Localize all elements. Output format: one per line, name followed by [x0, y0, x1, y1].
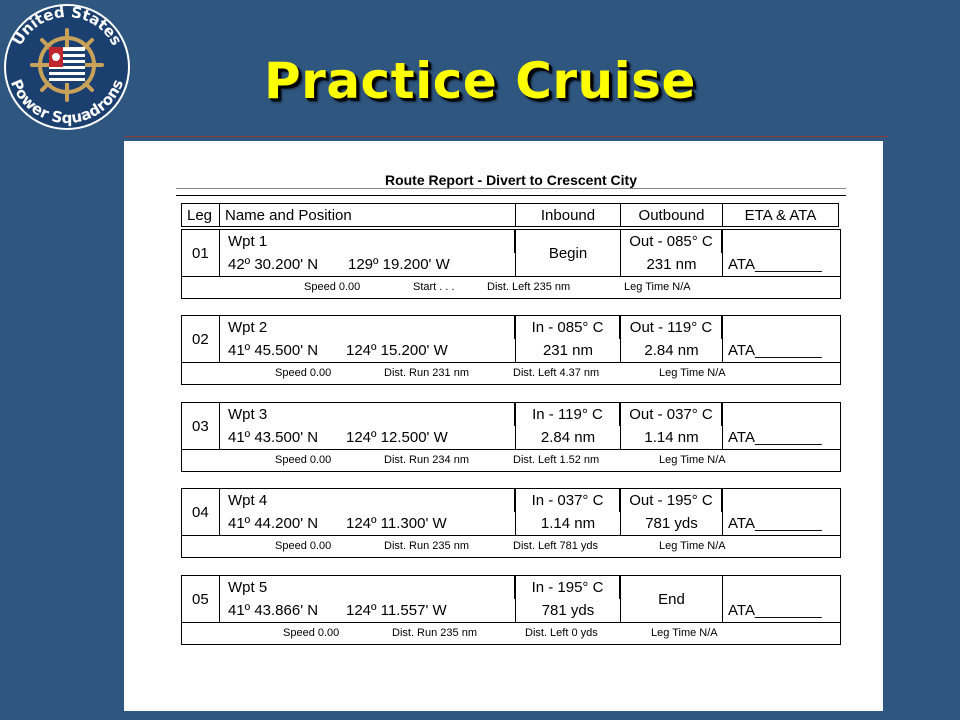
ata-field[interactable]: ATA________	[728, 429, 822, 446]
leg-row	[181, 315, 841, 385]
leg-time: Leg Time N/A	[651, 627, 718, 639]
leg-speed: Speed 0.00	[283, 627, 340, 639]
waypoint-lon: 129º 19.200' W	[348, 256, 450, 273]
leg-dist-run: Dist. Run 235 nm	[392, 627, 477, 639]
waypoint-lat: 41º 45.500' N	[228, 342, 319, 359]
leg-dist-run: Start . . .	[413, 281, 455, 293]
logo-text-bottom: Power Squadrons	[6, 76, 128, 127]
inbound-cell	[516, 576, 621, 622]
report-title: Route Report - Divert to Crescent City	[384, 172, 638, 188]
waypoint-lon: 124º 11.557' W	[346, 602, 447, 619]
leg-time: Leg Time N/A	[624, 281, 691, 293]
waypoint-lat: 41º 43.866' N	[228, 602, 319, 619]
leg-summary	[181, 623, 841, 645]
outbound-course: Out - 037° C	[621, 403, 722, 426]
title-divider	[124, 136, 888, 137]
outbound-distance: 231 nm	[646, 256, 697, 273]
header-eta-ata: ETA & ATA	[744, 207, 817, 224]
ata-field[interactable]: ATA________	[728, 602, 822, 619]
outbound-cell	[621, 403, 723, 449]
leg-time: Leg Time N/A	[659, 367, 726, 379]
leg-time: Leg Time N/A	[659, 540, 726, 552]
leg-number: 02	[182, 316, 220, 362]
waypoint-cell	[220, 316, 516, 362]
report-title-underline	[176, 188, 846, 189]
inbound-distance: 1.14 nm	[540, 515, 596, 532]
inbound-cell	[516, 403, 621, 449]
waypoint-cell	[220, 230, 516, 276]
inbound-distance: 2.84 nm	[540, 429, 596, 446]
inbound-course: In - 119° C	[516, 403, 620, 426]
ata-field[interactable]: ATA________	[728, 256, 822, 273]
header-outbound: Outbound	[621, 204, 723, 226]
leg-summary	[181, 536, 841, 558]
waypoint-name: Wpt 1	[228, 230, 515, 253]
report-header-rule	[176, 195, 846, 196]
waypoint-lat: 42º 30.200' N	[228, 256, 319, 273]
outbound-course: Out - 085° C	[621, 230, 722, 253]
leg-number: 05	[182, 576, 220, 622]
leg-dist-left: Dist. Left 1.52 nm	[513, 454, 600, 466]
waypoint-lat: 41º 44.200' N	[228, 515, 319, 532]
leg-number: 01	[182, 230, 220, 276]
outbound-distance: 1.14 nm	[644, 429, 699, 446]
waypoint-cell	[220, 489, 516, 535]
logo-text-top: United States	[8, 2, 126, 49]
waypoint-lon: 124º 12.500' W	[346, 429, 448, 446]
leg-summary	[181, 277, 841, 299]
header-inbound: Inbound	[516, 204, 621, 226]
waypoint-name: Wpt 2	[228, 316, 515, 339]
leg-dist-run: Dist. Run 231 nm	[384, 367, 469, 379]
leg-speed: Speed 0.00	[304, 281, 361, 293]
leg-speed: Speed 0.00	[275, 454, 332, 466]
waypoint-name: Wpt 3	[228, 403, 515, 426]
outbound-cell	[621, 316, 723, 362]
leg-dist-run: Dist. Run 234 nm	[384, 454, 469, 466]
inbound-distance: 231 nm	[542, 342, 594, 359]
waypoint-cell	[220, 403, 516, 449]
leg-summary	[181, 450, 841, 472]
inbound-cell	[516, 316, 621, 362]
outbound-course: Out - 119° C	[621, 316, 722, 339]
leg-dist-left: Dist. Left 235 nm	[487, 281, 571, 293]
waypoint-lat: 41º 43.500' N	[228, 429, 319, 446]
leg-speed: Speed 0.00	[275, 540, 332, 552]
inbound-course: In - 037° C	[516, 489, 620, 512]
outbound-distance: 2.84 nm	[644, 342, 699, 359]
leg-row	[181, 402, 841, 472]
leg-dist-run: Dist. Run 235 nm	[384, 540, 469, 552]
leg-number: 04	[182, 489, 220, 535]
outbound-course: Out - 195° C	[621, 489, 722, 512]
header-name-position: Name and Position	[220, 204, 516, 226]
page-title: Practice Cruise	[264, 52, 696, 110]
ata-field[interactable]: ATA________	[728, 342, 822, 359]
waypoint-name: Wpt 4	[228, 489, 515, 512]
inbound-course: In - 195° C	[516, 576, 620, 599]
waypoint-cell	[220, 576, 516, 622]
leg-number: 03	[182, 403, 220, 449]
waypoint-lon: 124º 11.300' W	[346, 515, 447, 532]
inbound-cell	[516, 489, 621, 535]
leg-row	[181, 488, 841, 558]
inbound-distance: 781 yds	[541, 602, 595, 619]
leg-summary	[181, 363, 841, 385]
waypoint-name: Wpt 5	[228, 576, 515, 599]
ata-field[interactable]: ATA________	[728, 515, 822, 532]
leg-dist-left: Dist. Left 781 yds	[513, 540, 598, 552]
header-leg: Leg	[182, 204, 220, 226]
inbound-cell: Begin	[516, 230, 621, 276]
outbound-cell	[621, 230, 723, 276]
outbound-cell	[621, 489, 723, 535]
outbound-cell: End	[621, 576, 723, 622]
outbound-distance: 781 yds	[645, 515, 698, 532]
leg-row	[181, 575, 841, 645]
waypoint-lon: 124º 15.200' W	[346, 342, 448, 359]
leg-row	[181, 229, 841, 299]
leg-dist-left: Dist. Left 4.37 nm	[513, 367, 600, 379]
table-header	[181, 203, 839, 227]
leg-time: Leg Time N/A	[659, 454, 726, 466]
leg-dist-left: Dist. Left 0 yds	[525, 627, 598, 639]
leg-speed: Speed 0.00	[275, 367, 332, 379]
inbound-course: In - 085° C	[516, 316, 620, 339]
